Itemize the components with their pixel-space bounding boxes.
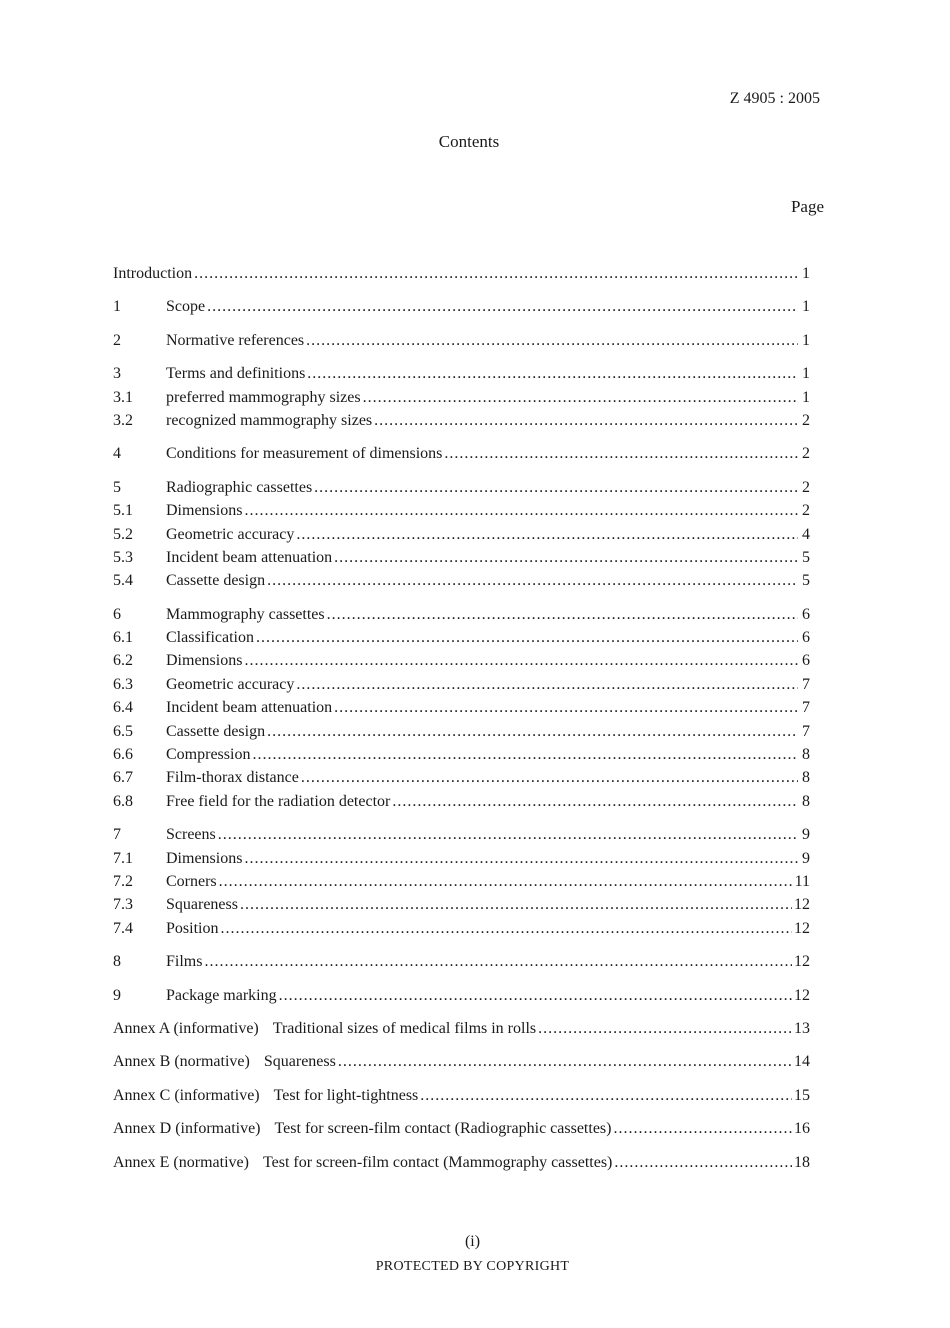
leader-dots [307, 362, 798, 385]
toc-entry-label: Scope [166, 298, 206, 316]
toc-entry-label: Dimensions [166, 849, 243, 867]
toc-entry-number: 9 [113, 986, 121, 1004]
leader-dots [244, 499, 798, 522]
toc-entry-page: 9 [802, 826, 810, 844]
annex-page: 13 [794, 1019, 810, 1037]
toc-entry[interactable] [113, 329, 810, 352]
annex-entry[interactable] [113, 1117, 810, 1140]
toc-entry[interactable] [113, 362, 810, 385]
leader-dots [334, 696, 798, 719]
leader-dots [327, 603, 798, 626]
toc-entry-page: 1 [802, 298, 810, 316]
toc-entry-label: Film-thorax distance [166, 769, 299, 787]
toc-entry[interactable] [113, 790, 810, 813]
toc-entry-number: 6.5 [113, 722, 133, 740]
toc-entry-number: 8 [113, 953, 121, 971]
toc-entry[interactable] [113, 743, 810, 766]
leader-dots [218, 823, 798, 846]
toc-entry-number: 5.2 [113, 525, 133, 543]
toc-entry-page: 5 [802, 548, 810, 566]
toc-entry-page: 2 [802, 445, 810, 463]
toc-entry[interactable] [113, 984, 810, 1007]
annex-page: 15 [794, 1086, 810, 1104]
toc-entry[interactable] [113, 626, 810, 649]
toc-entry[interactable] [113, 766, 810, 789]
toc-entry[interactable] [113, 696, 810, 719]
toc-entry-page: 6 [802, 605, 810, 623]
toc-entry-page: 7 [802, 722, 810, 740]
annex-title: Traditional sizes of medical films in rolls [272, 1019, 537, 1037]
toc-entry-label: Screens [166, 826, 216, 844]
toc-entry[interactable] [113, 386, 810, 409]
toc-entry-label: preferred mammography sizes [166, 388, 361, 406]
toc-entry[interactable] [113, 673, 810, 696]
toc-entry-page: 8 [802, 746, 810, 764]
toc-entry-number: 7.1 [113, 849, 133, 867]
toc-entry-page: 12 [794, 919, 810, 937]
annex-designation: Annex A (informative) [113, 1019, 259, 1037]
toc-entry-page: 2 [802, 502, 810, 520]
toc-entry-number: 6.2 [113, 652, 133, 670]
annex-designation: Annex D (informative) [113, 1120, 261, 1138]
toc-entry[interactable] [113, 649, 810, 672]
annex-title: Test for screen-film contact (Mammography cassettes) [262, 1153, 613, 1171]
toc-entry-page: 1 [802, 388, 810, 406]
page-number: (i) [464, 1233, 481, 1250]
annex-title: Squareness [263, 1053, 336, 1071]
leader-dots [614, 1151, 792, 1174]
toc-entry-label: Squareness [166, 896, 238, 914]
leader-dots [306, 329, 798, 352]
toc-entry-label: Films [166, 953, 203, 971]
toc-entry-label: Mammography cassettes [166, 605, 325, 623]
toc-entry[interactable] [113, 546, 810, 569]
toc-entry-number: 6.4 [113, 699, 133, 717]
toc-entry[interactable] [113, 917, 810, 940]
copyright-notice: PROTECTED BY COPYRIGHT [375, 1259, 570, 1274]
toc-entry-number: 6.6 [113, 746, 133, 764]
toc-entry-page: 1 [802, 331, 810, 349]
toc-entry-label: Free field for the radiation detector [166, 792, 391, 810]
toc-entry-label: Incident beam attenuation [166, 548, 333, 566]
leader-dots [204, 950, 792, 973]
toc-entry[interactable] [113, 823, 810, 846]
leader-dots [256, 626, 798, 649]
annex-page: 18 [794, 1153, 810, 1171]
toc-entry[interactable] [113, 442, 810, 465]
table-of-contents [113, 262, 810, 1174]
toc-entry-page: 4 [802, 525, 810, 543]
toc-entry-page: 1 [802, 265, 810, 282]
leader-dots [267, 720, 798, 743]
toc-entry[interactable] [113, 476, 810, 499]
toc-entry-page: 12 [794, 953, 810, 971]
leader-dots [296, 673, 798, 696]
toc-entry[interactable] [113, 720, 810, 743]
toc-entry[interactable] [113, 409, 810, 432]
toc-entry[interactable] [113, 499, 810, 522]
leader-dots [194, 262, 798, 285]
toc-entry[interactable] [113, 893, 810, 916]
toc-entry-label: Conditions for measurement of dimensions [166, 445, 443, 463]
toc-entry[interactable] [113, 262, 810, 285]
toc-entry-number: 5.4 [113, 572, 133, 590]
leader-dots [374, 409, 798, 432]
leader-dots [252, 743, 798, 766]
toc-entry[interactable] [113, 847, 810, 870]
toc-entry-label: Package marking [166, 986, 277, 1004]
toc-entry-page: 12 [794, 986, 810, 1004]
toc-entry-page: 9 [802, 849, 810, 867]
leader-dots [219, 870, 793, 893]
leader-dots [420, 1084, 792, 1107]
toc-entry-number: 7.3 [113, 896, 133, 914]
leader-dots [207, 295, 798, 318]
toc-entry-number: 3.1 [113, 388, 133, 406]
toc-entry-label: Geometric accuracy [166, 675, 295, 693]
toc-entry-page: 2 [802, 411, 810, 429]
annex-title: Test for screen-film contact (Radiographic cassettes) [274, 1120, 612, 1138]
leader-dots [613, 1117, 792, 1140]
toc-entry-page: 11 [794, 872, 810, 890]
toc-entry-number: 1 [113, 298, 121, 316]
toc-entry-number: 6.1 [113, 629, 133, 647]
toc-entry-page: 7 [802, 675, 810, 693]
leader-dots [244, 649, 798, 672]
leader-dots [314, 476, 798, 499]
toc-entry-number: 5.1 [113, 502, 133, 520]
document-id: Z 4905 : 2005 [729, 90, 820, 107]
page-column-label: Page [790, 197, 824, 216]
toc-entry-label: Cassette design [166, 722, 266, 740]
leader-dots [267, 569, 798, 592]
leader-dots [444, 442, 798, 465]
leader-dots [220, 917, 792, 940]
leader-dots [301, 766, 798, 789]
toc-entry[interactable] [113, 603, 810, 626]
leader-dots [296, 523, 798, 546]
toc-entry-number: 5.3 [113, 548, 133, 566]
toc-entry-number: 7.4 [113, 919, 133, 937]
toc-entry-page: 5 [802, 572, 810, 590]
annex-designation: Annex C (informative) [113, 1086, 260, 1104]
toc-entry-label: Geometric accuracy [166, 525, 295, 543]
toc-entry[interactable] [113, 523, 810, 546]
leader-dots [363, 386, 798, 409]
toc-entry-page: 7 [802, 699, 810, 717]
toc-entry-number: 7.2 [113, 872, 133, 890]
leader-dots [392, 790, 798, 813]
annex-title: Test for light-tightness [273, 1086, 419, 1104]
toc-entry-number: 6 [113, 605, 121, 623]
toc-entry-label: recognized mammography sizes [166, 411, 373, 429]
toc-entry-label: Classification [166, 629, 254, 647]
toc-entry-number: 5 [113, 478, 121, 496]
toc-entry-label: Position [166, 919, 219, 937]
leader-dots [538, 1017, 792, 1040]
toc-entry-label: Corners [166, 872, 217, 890]
leader-dots [244, 847, 798, 870]
annex-designation: Annex B (normative) [113, 1053, 250, 1071]
page-title: Contents [438, 132, 500, 151]
toc-entry[interactable] [113, 295, 810, 318]
toc-entry-label: Dimensions [166, 652, 243, 670]
toc-entry-page: 12 [794, 896, 810, 914]
annex-page: 16 [794, 1120, 810, 1138]
toc-entry-number: 3.2 [113, 411, 133, 429]
toc-entry-label: Cassette design [166, 572, 266, 590]
toc-entry-number: 6.3 [113, 675, 133, 693]
leader-dots [334, 546, 798, 569]
annex-entry[interactable] [113, 1050, 810, 1073]
annex-page: 14 [794, 1053, 810, 1071]
toc-entry-number: 6.7 [113, 769, 133, 787]
leader-dots [279, 984, 792, 1007]
toc-entry-page: 8 [802, 769, 810, 787]
toc-entry-label: Introduction [113, 265, 193, 282]
toc-entry-number: 2 [113, 331, 121, 349]
toc-entry[interactable] [113, 950, 810, 973]
toc-entry-number: 7 [113, 826, 121, 844]
toc-entry-page: 1 [802, 365, 810, 383]
annex-designation: Annex E (normative) [113, 1153, 249, 1171]
annex-entry[interactable] [113, 1151, 810, 1174]
toc-entry-label: Dimensions [166, 502, 243, 520]
toc-entry-label: Normative references [166, 331, 305, 349]
toc-entry-page: 6 [802, 652, 810, 670]
toc-entry-number: 3 [113, 365, 121, 383]
toc-entry[interactable] [113, 569, 810, 592]
toc-entry-label: Terms and definitions [166, 365, 306, 383]
toc-entry-label: Radiographic cassettes [166, 478, 313, 496]
toc-entry[interactable] [113, 870, 810, 893]
toc-entry-label: Compression [166, 746, 251, 764]
leader-dots [240, 893, 792, 916]
toc-entry-label: Incident beam attenuation [166, 699, 333, 717]
toc-entry-page: 6 [802, 629, 810, 647]
toc-entry-number: 6.8 [113, 792, 133, 810]
annex-entry[interactable] [113, 1084, 810, 1107]
leader-dots [338, 1050, 792, 1073]
toc-entry-page: 8 [802, 792, 810, 810]
annex-entry[interactable] [113, 1017, 810, 1040]
toc-entry-number: 4 [113, 445, 121, 463]
toc-entry-page: 2 [802, 478, 810, 496]
